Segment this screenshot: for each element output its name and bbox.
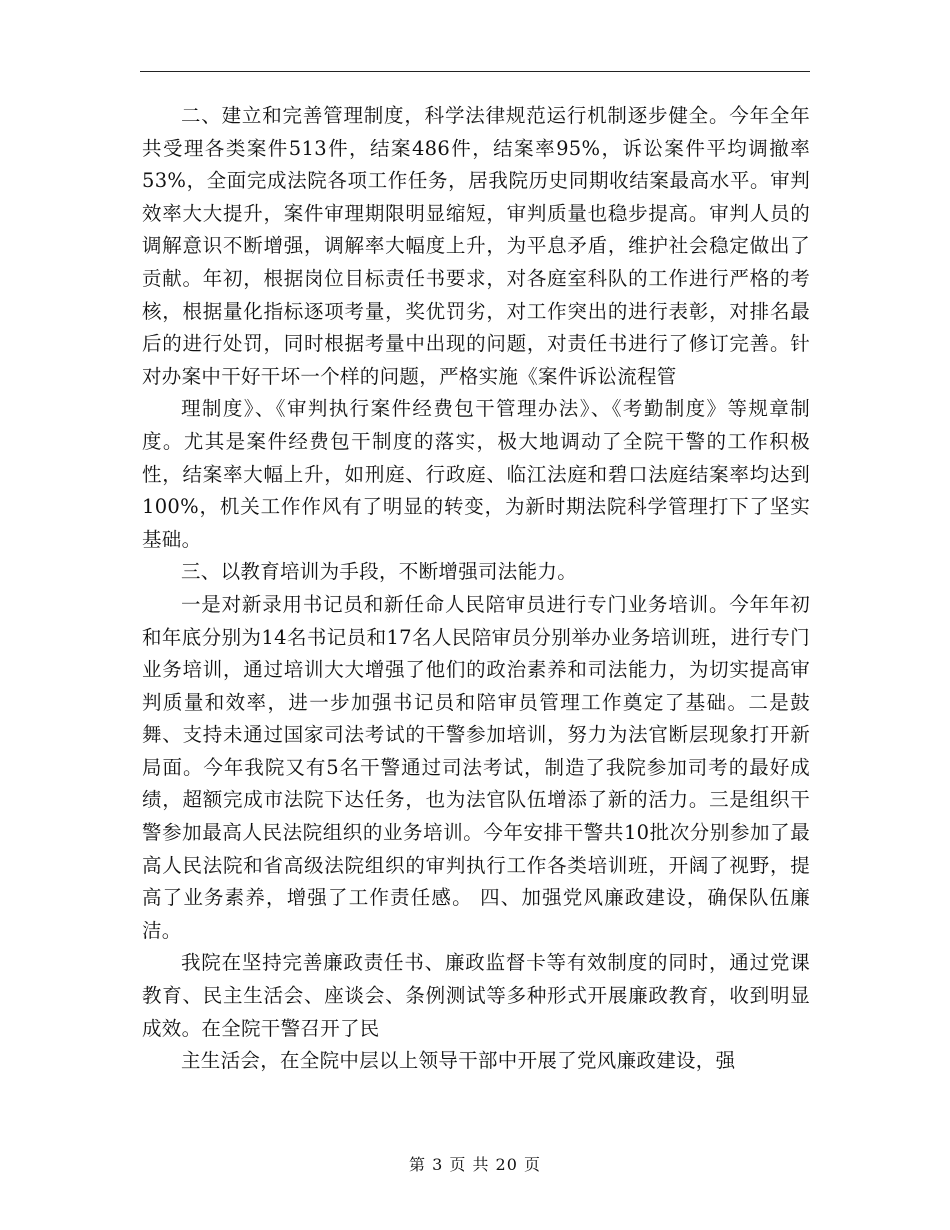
paragraph-4-text: 一是对新录用书记员和新任命人民陪审员进行专门业务培训。今年年初和年底分别为14名书记员和17名人民陪审员分别举办业务培训班，进行专门业务培训，通过培训大大增强了他们的政治素养和司法能力，为切实提高审判质量和效率，进一步加强书记员和陪审员管理工作奠定了基础。二是鼓舞、支持未通过国家司法考试的干警参加培训，努力为法官断层现象打开新局面。今年我院又有5名干警通过司法考试，制造了我院参加司考的最好成绩，超额完成市法院下达任务，也为法官队伍增添了新的活力。三是组织干警参加最高人民法院组织的业务培训。今年安排干警共10批次分别参加了最高人民法院和省高级法院组织的审判执行工作各类培训班，开阔了视野，提高了业务素养，增强了工作责任感。 四、加强党风廉政建设，确保队伍廉洁。 bbox=[142, 592, 810, 942]
paragraph-2-text: 理制度》、《审判执行案件经费包干管理办法》、《考勤制度》等规章制度。尤其是案件经费包干制度的落实，极大地调动了全院干警的工作积极性，结案率大幅上升，如刑庭、行政庭、临江法庭和碧口法庭结案率均达到100%，机关工作作风有了明显的转变，为新时期法院科学管理打下了坚实基础。 bbox=[142, 397, 810, 551]
page-footer: 第 3 页 共 20 页 bbox=[409, 1155, 541, 1174]
paragraph-6-text: 主生活会，在全院中层以上领导干部中开展了党风廉政建设，强 bbox=[181, 1049, 736, 1073]
section-heading-3 bbox=[142, 556, 810, 589]
section-heading-3-text: 三、以教育培训为手段，不断增强司法能力。 bbox=[181, 560, 578, 584]
document-body bbox=[142, 100, 810, 1078]
paragraph-1 bbox=[142, 100, 810, 393]
paragraph-6 bbox=[142, 1045, 810, 1078]
paragraph-5-text: 我院在坚持完善廉政责任书、廉政监督卡等有效制度的同时，通过党课教育、民主生活会、座谈会、条例测试等多种形式开展廉政教育，收到明显成效。在全院干警召开了民 bbox=[142, 951, 810, 1040]
paragraph-2 bbox=[142, 393, 810, 556]
paragraph-4 bbox=[142, 589, 810, 948]
paragraph-5 bbox=[142, 947, 810, 1045]
header-rule bbox=[140, 71, 810, 72]
paragraph-1-text: 二、建立和完善管理制度，科学法律规范运行机制逐步健全。今年全年共受理各类案件513件，结案486件，结案率95%，诉讼案件平均调撤率53%，全面完成法院各项工作任务，居我院历史同期收结案最高水平。审判效率大大提升，案件审理期限明显缩短，审判质量也稳步提高。审判人员的调解意识不断增强，调解率大幅度上升，为平息矛盾，维护社会稳定做出了贡献。年初，根据岗位目标责任书要求，对各庭室科队的工作进行严格的考核，根据量化指标逐项考量，奖优罚劣，对工作突出的进行表彰，对排名最后的进行处罚，同时根据考量中出现的问题，对责任书进行了修订完善。针对办案中干好干坏一个样的问题，严格实施《案件诉讼流程管 bbox=[142, 104, 810, 388]
